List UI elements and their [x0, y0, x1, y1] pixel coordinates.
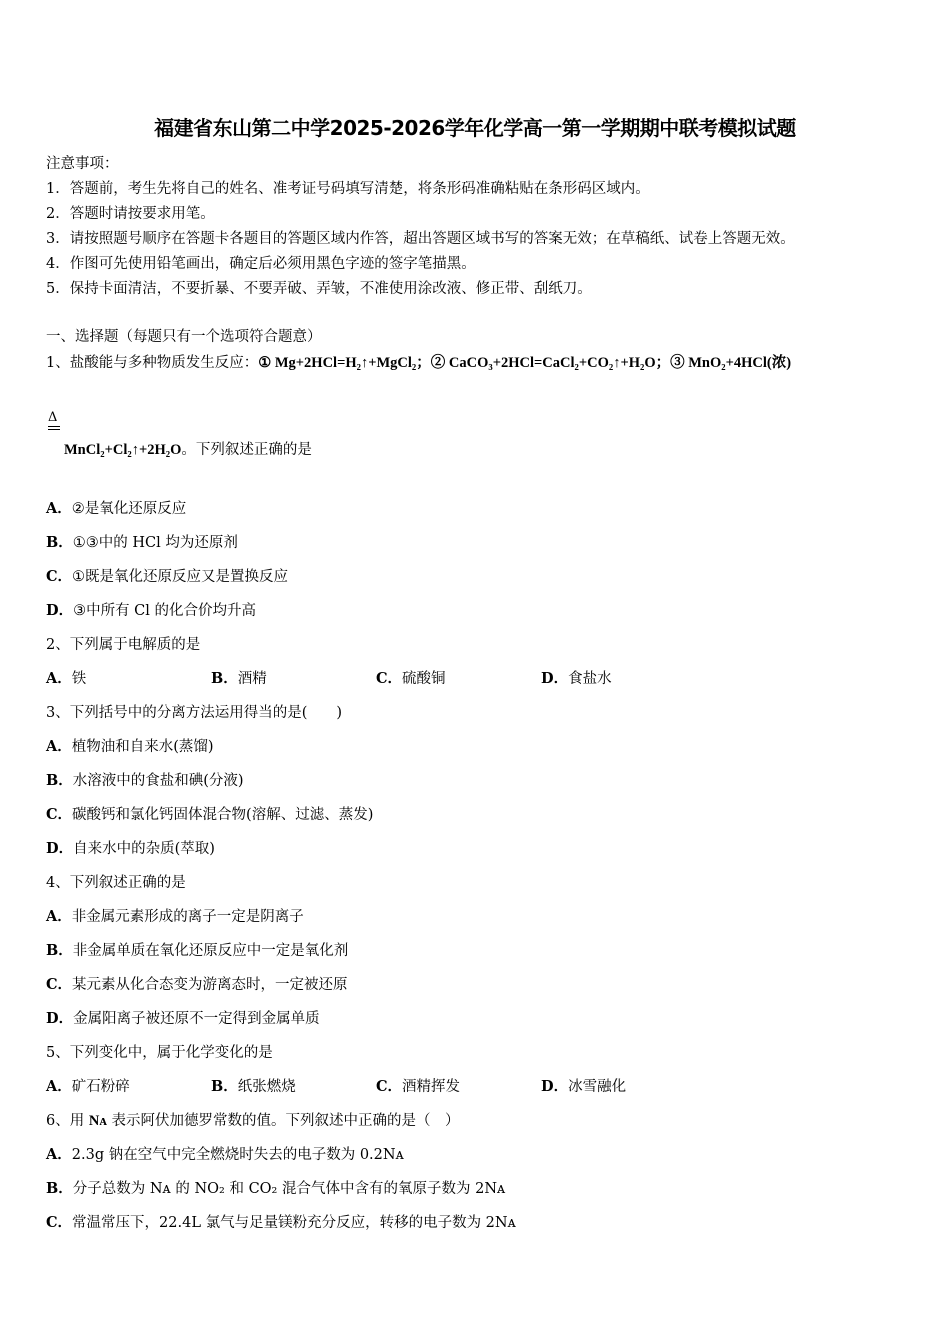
option-text: 纸张燃烧 — [237, 1079, 296, 1095]
option-text: 矿石粉碎 — [71, 1079, 130, 1095]
option-text: 非金属单质在氧化还原反应中一定是氧化剂 — [72, 943, 349, 959]
option-text: ①既是氧化还原反应又是置换反应 — [72, 569, 289, 585]
notice-item: 1．答题前，考生先将自己的姓名、准考证号码填写清楚，将条形码准确粘贴在条形码区域内。 — [46, 181, 650, 197]
q1-stem-tail: 。下列叙述正确的是 — [181, 442, 312, 458]
question-2-stem: 2、下列属于电解质的是 — [46, 637, 201, 653]
option-label: D． — [541, 670, 569, 687]
option-label: A． — [46, 1078, 72, 1095]
option-label: D． — [46, 840, 74, 857]
q6-option-c[interactable] — [46, 1211, 516, 1232]
question-4-stem: 4、下列叙述正确的是 — [46, 875, 186, 891]
notice-item: 4．作图可先使用铅笔画出，确定后必须用黑色字迹的签字笔描黑。 — [46, 256, 476, 272]
option-label: B． — [46, 772, 73, 789]
option-label: B． — [46, 942, 73, 959]
q1-option-b[interactable] — [46, 531, 238, 552]
option-label: C． — [46, 1214, 73, 1231]
q6-na-symbol: Nᴀ — [88, 1113, 107, 1129]
q4-option-c[interactable] — [46, 973, 348, 994]
equals-line-top — [48, 426, 60, 427]
option-label: D． — [46, 602, 74, 619]
q5-option-a[interactable] — [46, 1075, 211, 1096]
q5-option-c[interactable] — [376, 1075, 541, 1096]
option-label: A． — [46, 738, 72, 755]
option-text: 非金属元素形成的离子一定是阴离子 — [71, 909, 304, 925]
q1-reaction-3: ③ MnO₂+4HCl(浓) — [670, 355, 792, 371]
option-text: 2.3g 钠在空气中完全燃烧时失去的电子数为 0.2Nᴀ — [71, 1147, 404, 1163]
option-text: ③中所有 Cl 的化合价均升高 — [73, 603, 257, 619]
notice-heading: 注意事项： — [46, 156, 119, 172]
question-1-continuation — [64, 438, 312, 459]
q1-prefix: 1、盐酸能与多种物质发生反应： — [46, 355, 259, 371]
option-text: 植物油和自来水(蒸馏) — [71, 739, 214, 755]
option-label: D． — [541, 1078, 569, 1095]
option-text: 某元素从化合态变为游离态时，一定被还原 — [72, 977, 348, 993]
option-label: A． — [46, 1146, 72, 1163]
option-text: 常温常压下，22.4L 氯气与足量镁粉充分反应，转移的电子数为 2Nᴀ — [72, 1215, 516, 1231]
q3-option-c[interactable] — [46, 803, 373, 824]
option-text: 自来水中的杂质(萃取) — [73, 841, 215, 857]
option-text: 硫酸铜 — [402, 671, 446, 687]
option-text: 食盐水 — [568, 671, 612, 687]
option-label: B． — [211, 1078, 238, 1095]
q6-option-a[interactable] — [46, 1143, 404, 1164]
option-text: 酒精 — [237, 671, 267, 687]
q6-stem-start: 6、用 — [46, 1113, 89, 1129]
option-label: B． — [46, 534, 73, 551]
q5-option-d[interactable] — [541, 1075, 706, 1096]
section-heading: 一、选择题（每题只有一个选项符合题意） — [46, 329, 322, 345]
option-label: B． — [211, 670, 238, 687]
option-label: C． — [46, 806, 73, 823]
option-text: 冰雪融化 — [568, 1079, 627, 1095]
question-1-stem — [46, 351, 791, 372]
option-label: C． — [46, 568, 73, 585]
q1-option-d[interactable] — [46, 599, 256, 620]
q6-option-b[interactable] — [46, 1177, 505, 1198]
option-text: ①③中的 HCl 均为还原剂 — [72, 535, 238, 551]
option-label: C． — [376, 670, 403, 687]
q2-option-c[interactable] — [376, 667, 541, 688]
q3-option-d[interactable] — [46, 837, 215, 858]
page-title: 福建省东山第二中学2025-2026学年化学高一第一学期期中联考模拟试题 — [154, 116, 796, 140]
notice-item: 2．答题时请按要求用笔。 — [46, 206, 215, 222]
q5-option-b[interactable] — [211, 1075, 376, 1096]
q4-option-a[interactable] — [46, 905, 304, 926]
option-label: B． — [46, 1180, 73, 1197]
notice-item: 3．请按照题号顺序在答题卡各题目的答题区域内作答，超出答题区域书写的答案无效；在草稿纸、试卷上答题无效。 — [46, 231, 795, 247]
option-text: 金属阳离子被还原不一定得到金属单质 — [73, 1011, 320, 1027]
option-label: A． — [46, 908, 72, 925]
q2-option-a[interactable] — [46, 667, 211, 688]
heating-condition-mark — [48, 411, 60, 430]
option-label: D． — [46, 1010, 74, 1027]
option-label: C． — [376, 1078, 403, 1095]
equals-line-bottom — [48, 429, 60, 430]
question-5-stem: 5、下列变化中，属于化学变化的是 — [46, 1045, 273, 1061]
q1-reaction-2: ② CaCO₃+2HCl=CaCl₂+CO₂↑+H₂O； — [430, 355, 671, 371]
q2-option-b[interactable] — [211, 667, 376, 688]
q1-option-a[interactable] — [46, 497, 186, 518]
q4-option-b[interactable] — [46, 939, 348, 960]
q3-option-a[interactable] — [46, 735, 214, 756]
question-6-stem — [46, 1109, 459, 1130]
option-text: 碳酸钙和氯化钙固体混合物(溶解、过滤、蒸发) — [72, 807, 374, 823]
q4-option-d[interactable] — [46, 1007, 320, 1028]
delta-symbol: Δ — [48, 410, 58, 425]
option-text: 酒精挥发 — [402, 1079, 461, 1095]
question-3-stem: 3、下列括号中的分离方法运用得当的是( ) — [46, 705, 343, 721]
option-text: 分子总数为 Nᴀ 的 NO₂ 和 CO₂ 混合气体中含有的氧原子数为 2Nᴀ — [72, 1181, 506, 1197]
q2-option-d[interactable] — [541, 667, 706, 688]
q1-option-c[interactable] — [46, 565, 288, 586]
q1-reaction-1: ① Mg+2HCl=H₂↑+MgCl₂； — [258, 355, 431, 371]
q2-options-row — [46, 667, 706, 688]
q6-stem-end: 表示阿伏加德罗常数的值。下列叙述中正确的是（ ） — [106, 1113, 460, 1129]
option-text: 铁 — [71, 671, 87, 687]
option-label: A． — [46, 670, 72, 687]
option-label: C． — [46, 976, 73, 993]
option-text: 水溶液中的食盐和碘(分液) — [72, 773, 244, 789]
option-text: ②是氧化还原反应 — [71, 501, 187, 517]
q5-options-row — [46, 1075, 706, 1096]
option-label: A． — [46, 500, 72, 517]
q3-option-b[interactable] — [46, 769, 244, 790]
notice-block — [46, 152, 795, 302]
notice-item: 5．保持卡面清洁，不要折暴、不要弄破、弄皱，不准使用涂改液、修正带、刮纸刀。 — [46, 281, 592, 297]
q1-products: MnCl₂+Cl₂↑+2H₂O — [64, 442, 182, 458]
